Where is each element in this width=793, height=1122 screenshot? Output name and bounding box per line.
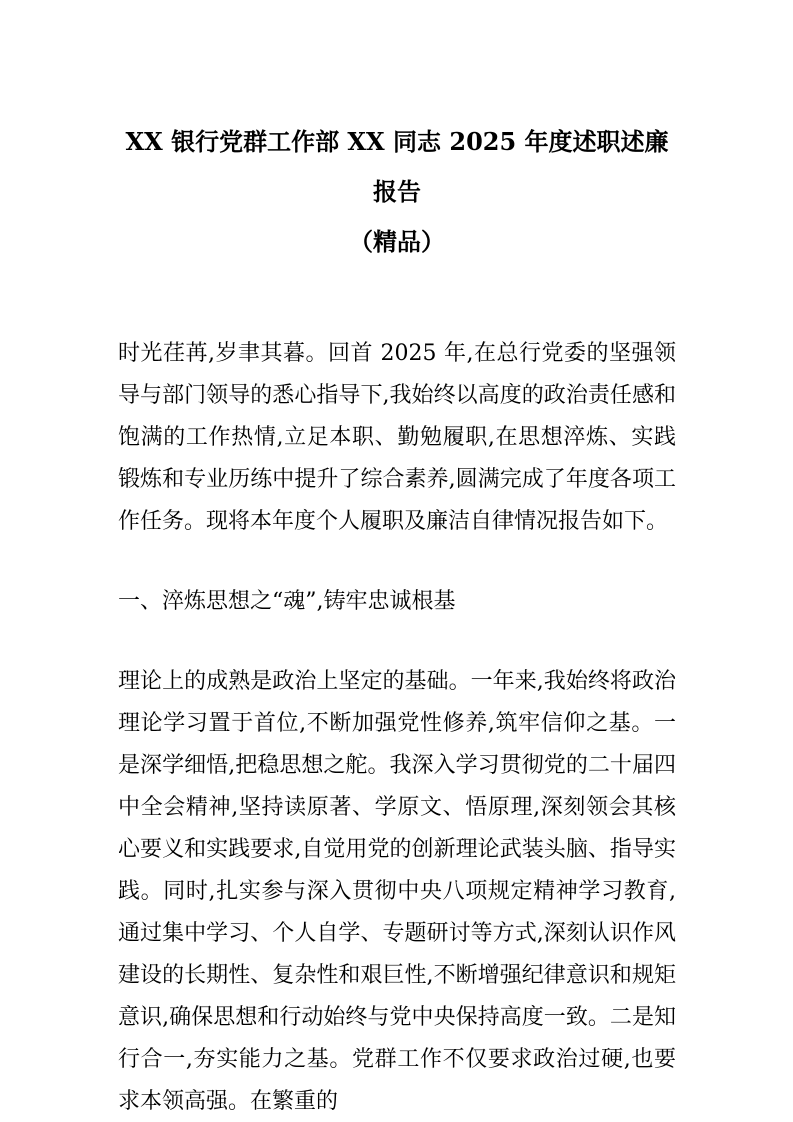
- document-title-line-1: XX 银行党群工作部 XX 同志 2025 年度述职述廉报告: [125, 127, 669, 206]
- document-title-line-2: （精品）: [349, 227, 445, 256]
- document-title: [118, 117, 676, 267]
- paragraph-section-1: 理论上的成熟是政治上坚定的基础。一年来,我始终将政治理论学习置于首位,不断加强党性修养,筑牢信仰之基。一是深学细悟,把稳思想之舵。我深入学习贯彻党的二十届四中全会精神,坚持读原著、学原文、悟原理,深刻领会其核心要义和实践要求,自觉用党的创新理论武装头脑、指导实践。同时,扎实参与深入贯彻中央八项规定精神学习教育,通过集中学习、个人自学、专题研讨等方式,深刻认识作风建设的长期性、复杂性和艰巨性,不断增强纪律意识和规矩意识,确保思想和行动始终与党中央保持高度一致。二是知行合一,夯实能力之基。党群工作不仅要求政治过硬,也要求本领高强。在繁重的: [118, 669, 676, 1114]
- paragraph-introduction: 时光荏苒,岁聿其暮。回首 2025 年,在总行党委的坚强领导与部门领导的悉心指导下,我始终以高度的政治责任感和饱满的工作热情,立足本职、勤勉履职,在思想淬炼、实践锻炼和专业历练中提升了综合素养,圆满完成了年度各项工作任务。现将本年度个人履职及廉洁自律情况报告如下。: [118, 341, 676, 534]
- section-heading-1: 一、淬炼思想之“魂”,铸牢忠诚根基: [118, 589, 456, 614]
